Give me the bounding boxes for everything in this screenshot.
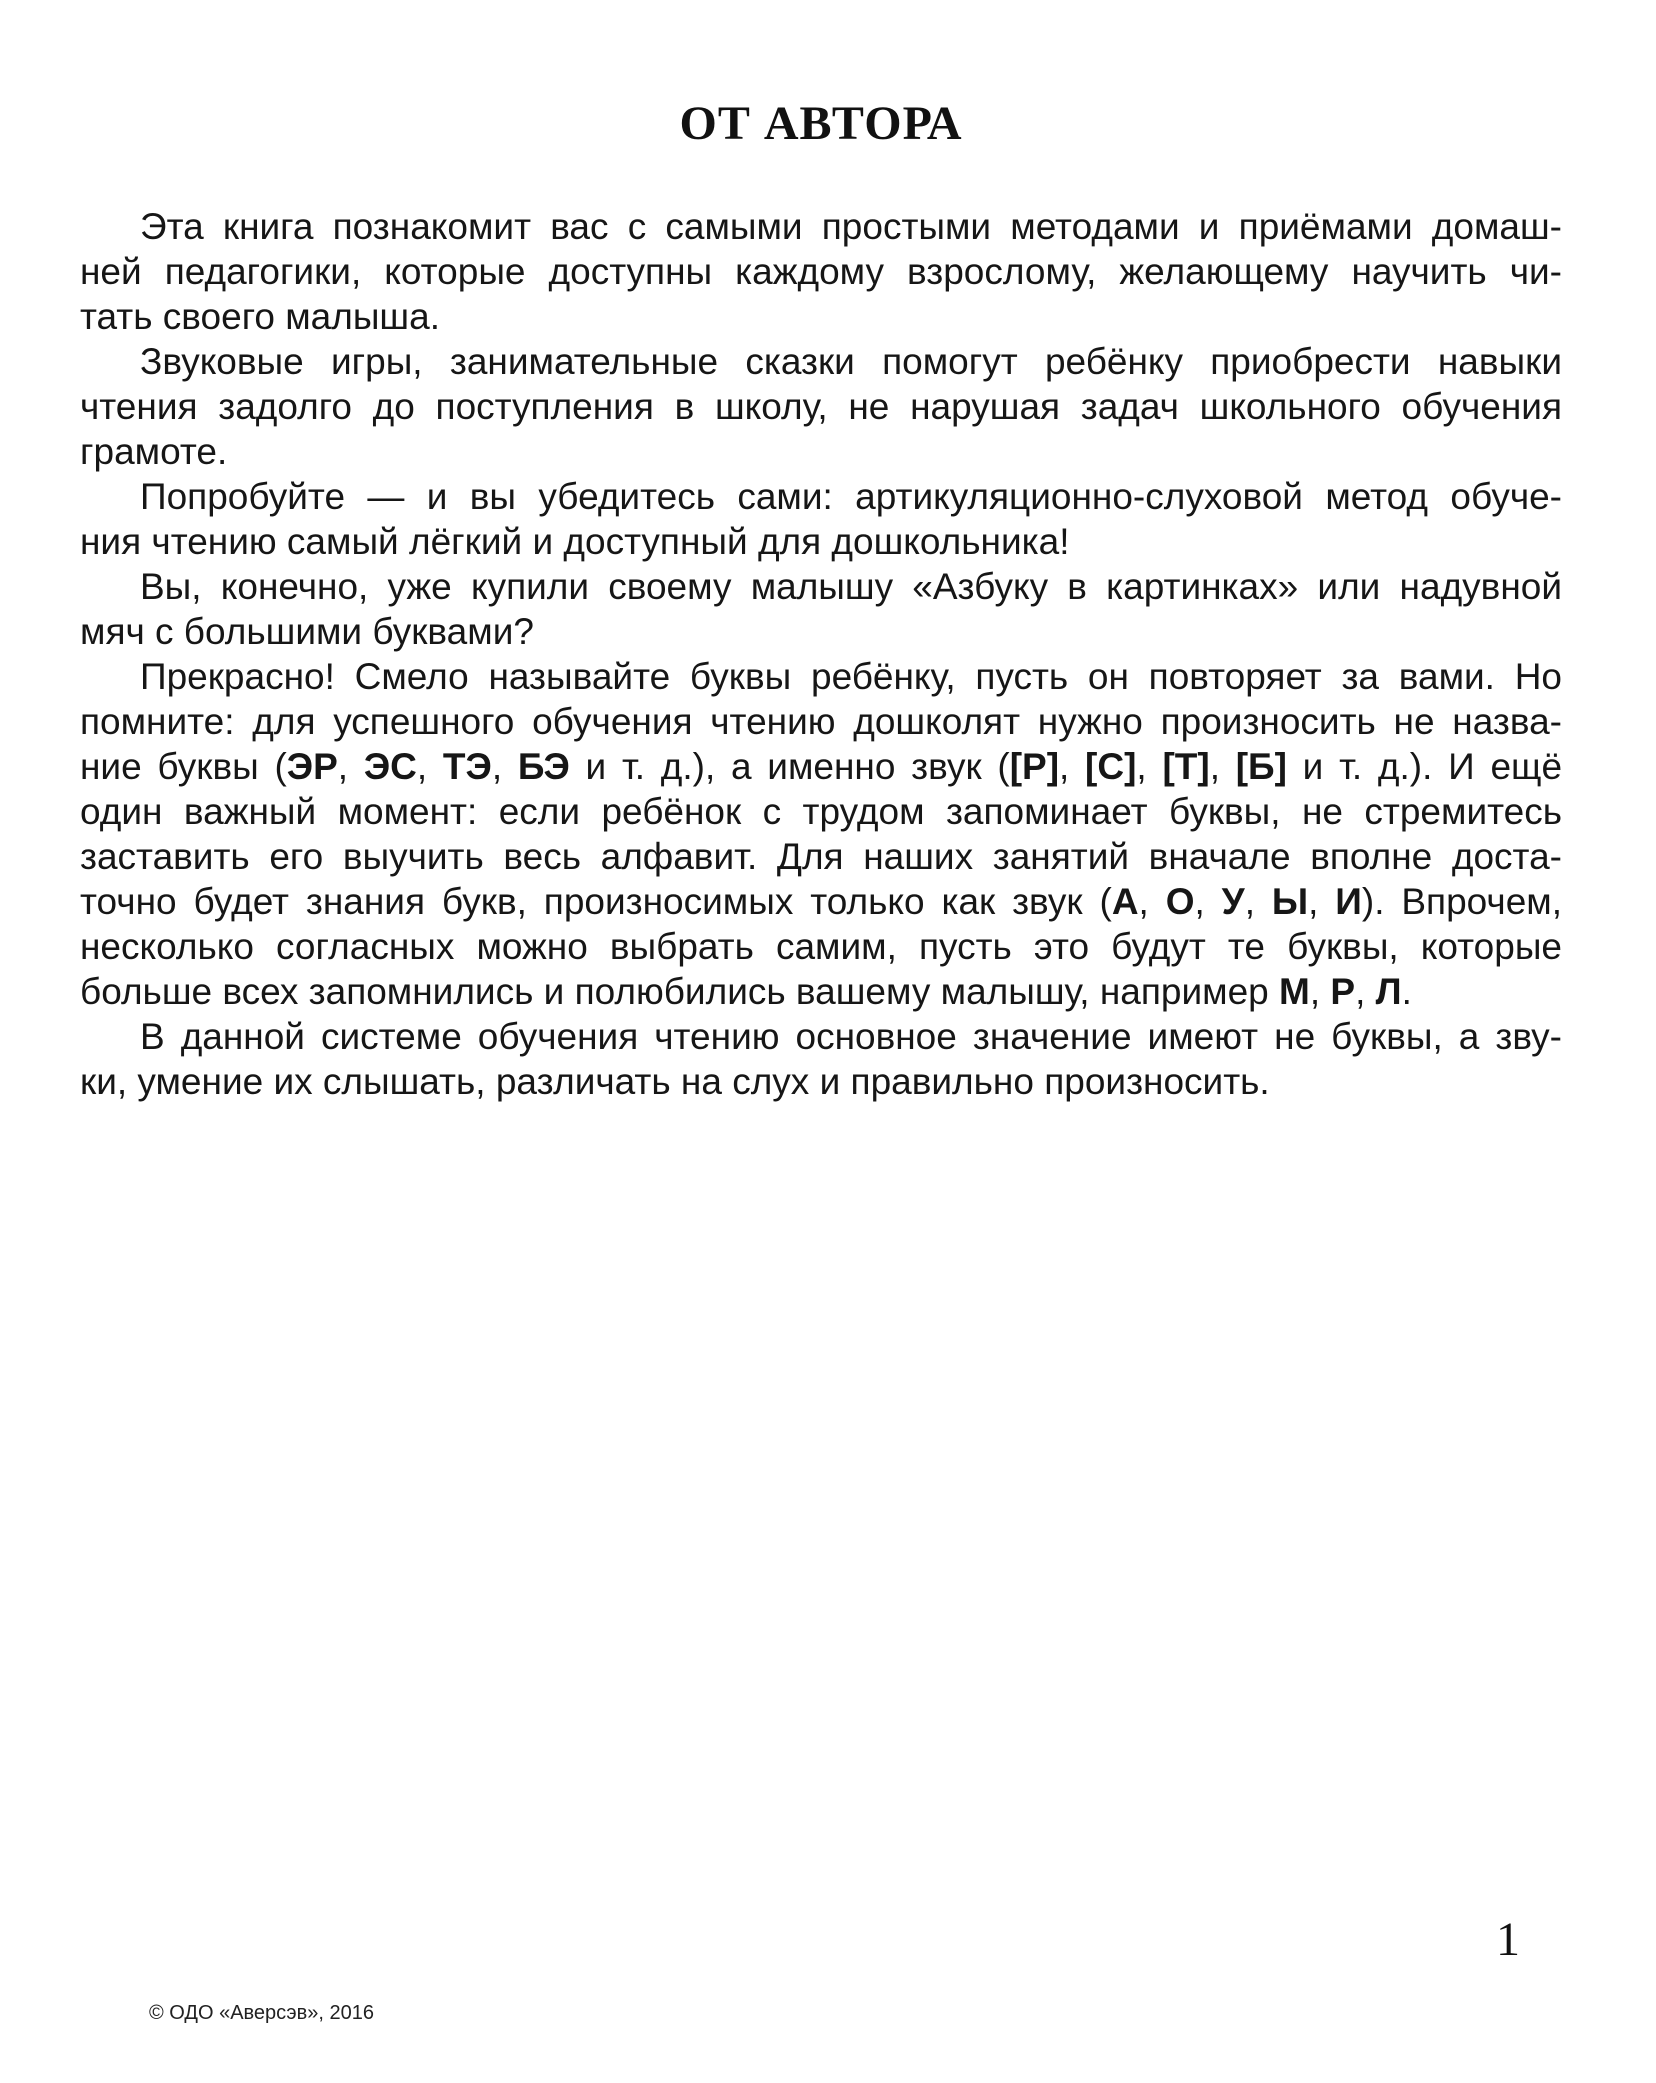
text-line: мяч с большими буквами? bbox=[80, 611, 534, 652]
page-number: 1 bbox=[1496, 1913, 1520, 1966]
text-line: чтения задолго до поступления в школу, не нарушая задач школьного обучения bbox=[80, 386, 1562, 427]
text-line: помните: для успешного обучения чтению дошколят нужно произносить не назва- bbox=[80, 701, 1562, 742]
text-line: точно будет знания букв, произносимых только как звук (А, О, У, Ы, И). Впрочем, bbox=[80, 881, 1562, 922]
text-line: ней педагогики, которые доступны каждому взрослому, желающему научить чи- bbox=[80, 251, 1562, 292]
text-line: больше всех запомнились и полюбились вашему малышу, например М, Р, Л. bbox=[80, 971, 1412, 1012]
text-line: заставить его выучить весь алфавит. Для наших занятий вначале вполне доста- bbox=[80, 836, 1562, 877]
text-line: грамоте. bbox=[80, 431, 228, 472]
text-line: ние буквы (ЭР, ЭС, ТЭ, БЭ и т. д.), а именно звук ([Р], [С], [Т], [Б] и т. д.). И ещё bbox=[80, 746, 1563, 787]
text-column bbox=[80, 0, 1562, 1104]
text-line: несколько согласных можно выбрать самим, пусть это будут те буквы, которые bbox=[80, 926, 1562, 967]
text-line: Звуковые игры, занимательные сказки помогут ребёнку приобрести навыки bbox=[140, 341, 1562, 382]
page-title: ОТ АВТОРА bbox=[679, 97, 963, 150]
text-line: Попробуйте — и вы убедитесь сами: артикуляционно-слуховой метод обуче- bbox=[140, 476, 1562, 517]
text-line: Вы, конечно, уже купили своему малышу «Азбуку в картинках» или надувной bbox=[140, 566, 1562, 607]
text-line: ния чтению самый лёгкий и доступный для дошкольника! bbox=[80, 521, 1070, 562]
text-line: ки, умение их слышать, различать на слух и правильно произносить. bbox=[80, 1061, 1270, 1102]
text-line: тать своего малыша. bbox=[80, 296, 440, 337]
text-line: В данной системе обучения чтению основное значение имеют не буквы, а зву- bbox=[140, 1016, 1562, 1057]
text-line: Прекрасно! Смело называйте буквы ребёнку, пусть он повторяет за вами. Но bbox=[140, 656, 1562, 697]
text-line: один важный момент: если ребёнок с трудом запоминает буквы, не стремитесь bbox=[80, 791, 1562, 832]
copyright-footer: © ОДО «Аверсэв», 2016 bbox=[149, 2002, 374, 2024]
body-text bbox=[80, 204, 1562, 1104]
text-line: Эта книга познакомит вас с самыми простыми методами и приёмами домаш- bbox=[140, 206, 1562, 247]
